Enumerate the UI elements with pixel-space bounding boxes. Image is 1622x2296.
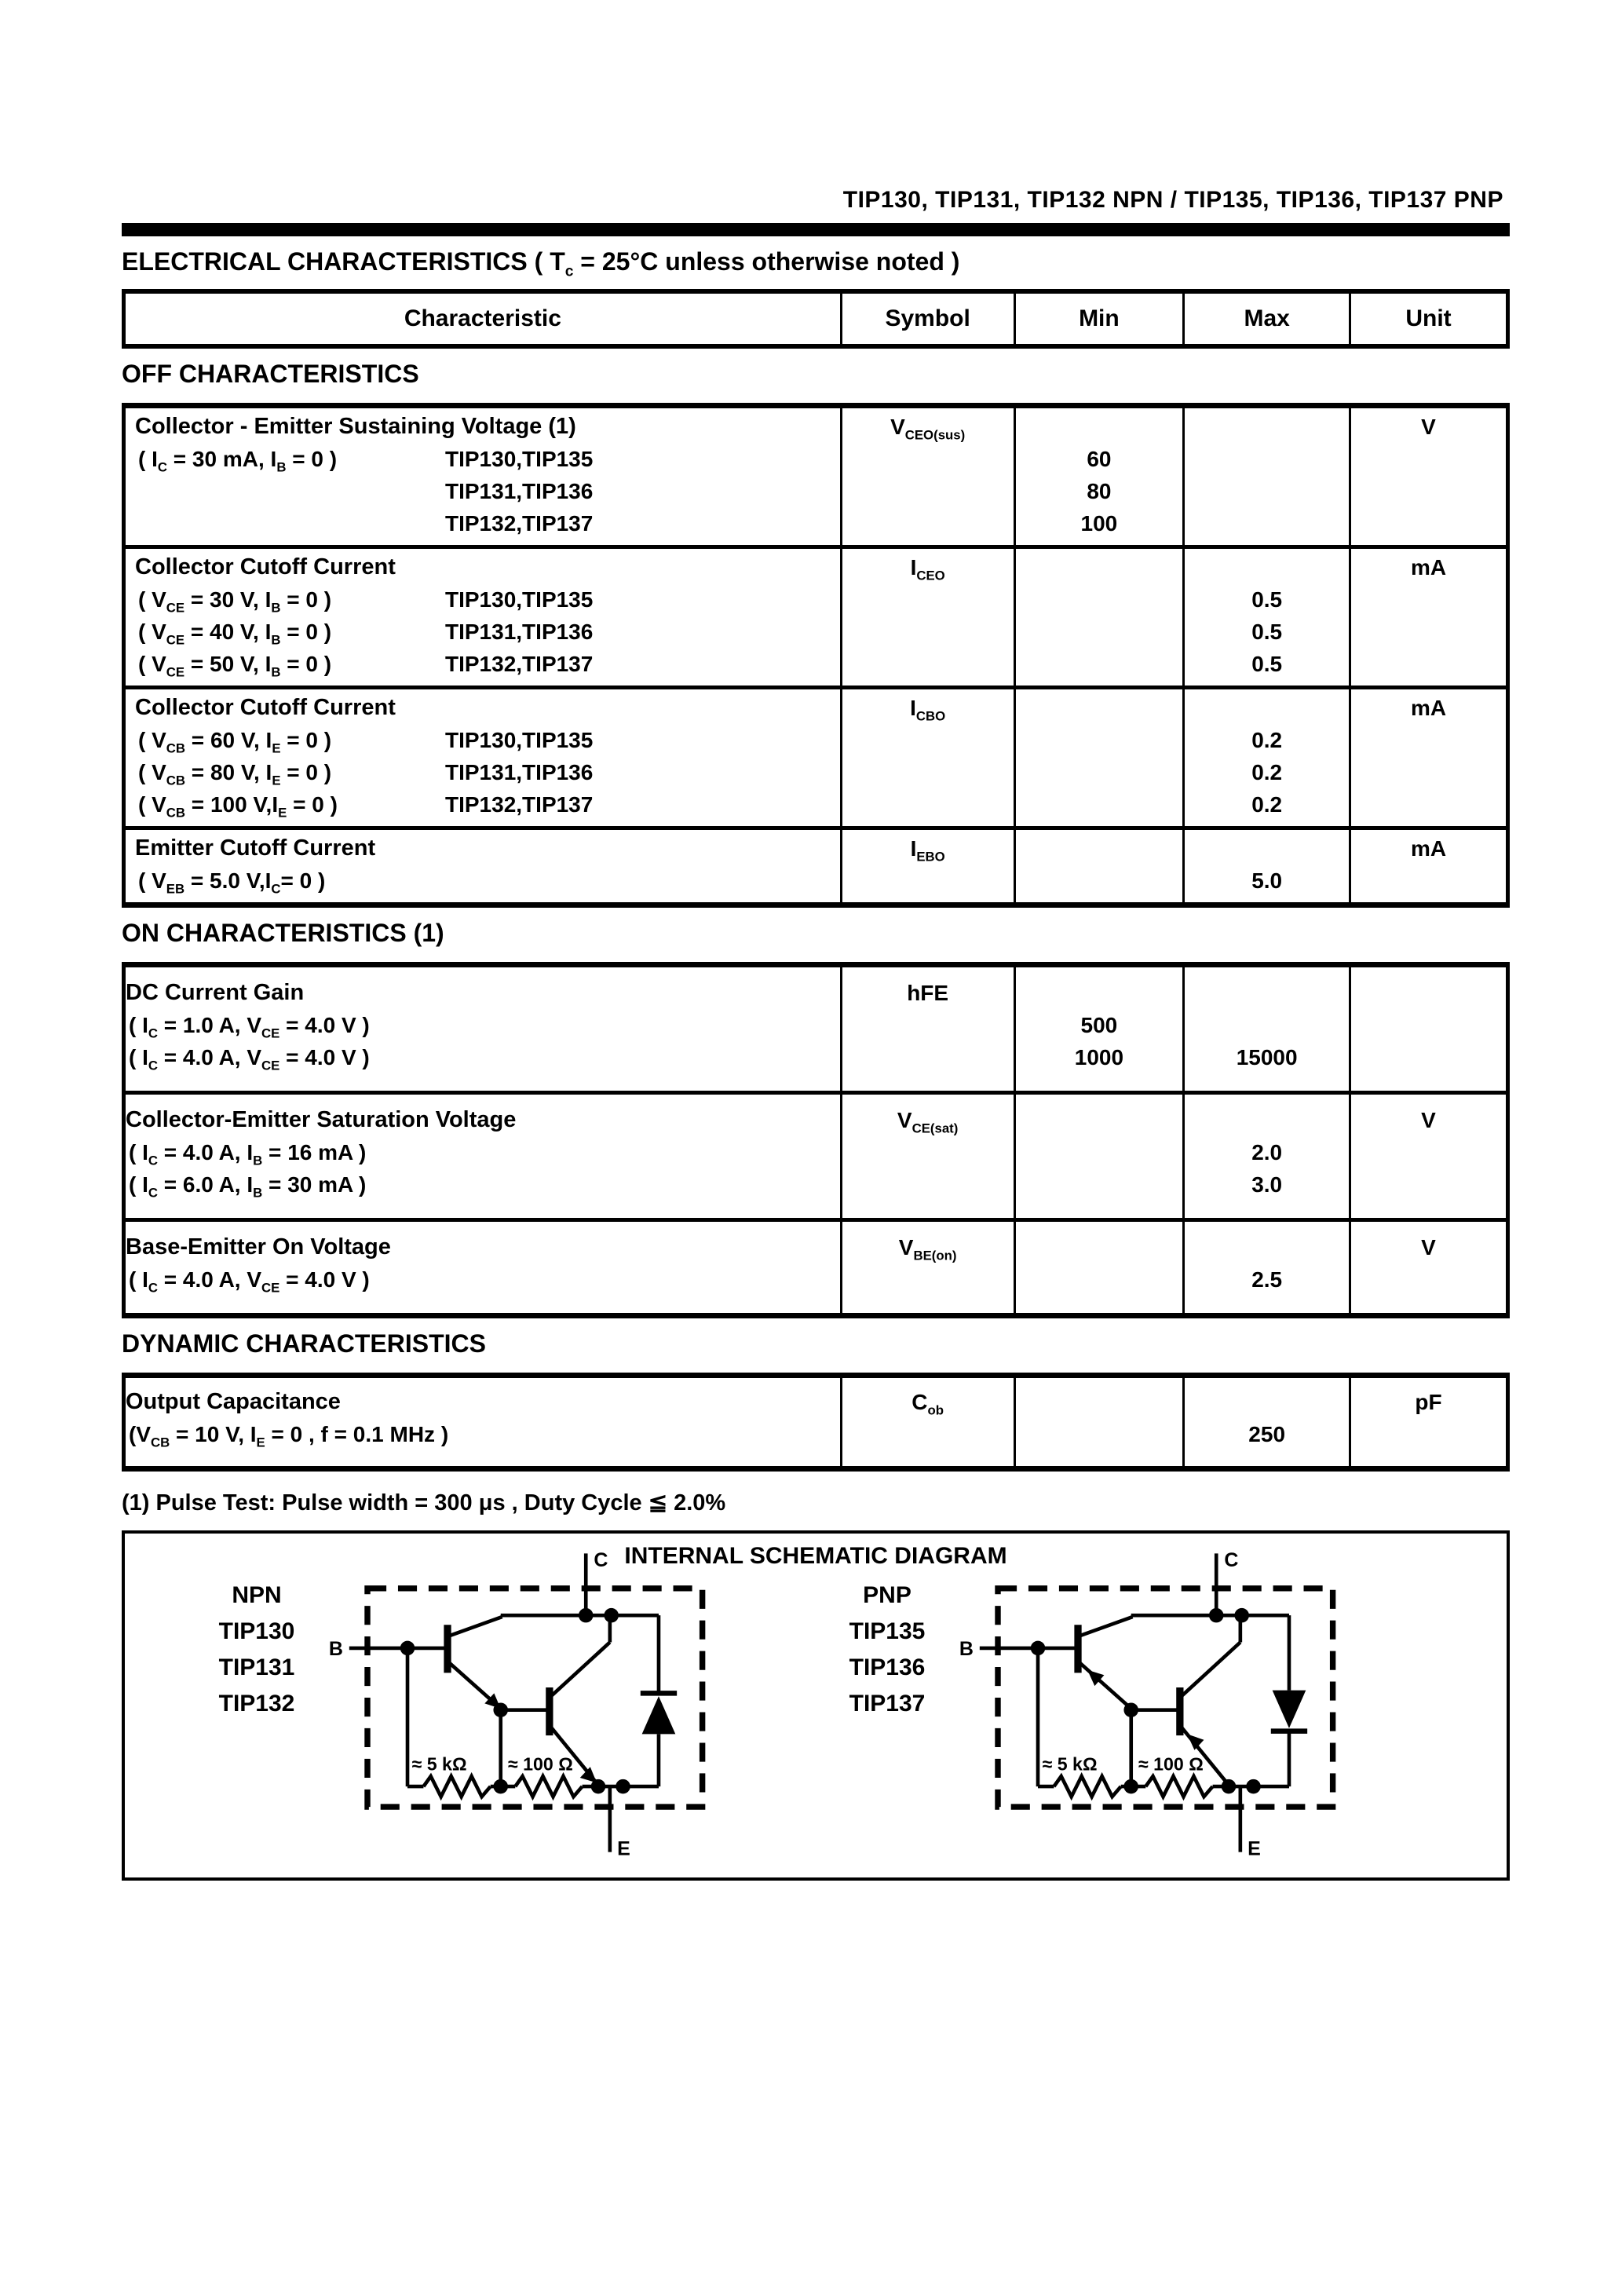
characteristic-line — [126, 1041, 840, 1073]
unit-cell — [1349, 967, 1506, 1091]
symbol-text: hFE — [907, 981, 949, 1005]
min-value — [1016, 1136, 1183, 1168]
transistor-symbol — [1078, 1617, 1133, 1709]
characteristics-table — [122, 403, 1510, 908]
max-value: 0.5 — [1251, 587, 1283, 612]
symbol-text: $V_{BE(on)}$ — [898, 1235, 957, 1263]
characteristic-line — [135, 865, 840, 897]
characteristic-cell — [126, 1378, 840, 1466]
unit-cell — [1349, 689, 1506, 826]
characteristic-row — [126, 408, 1506, 545]
section-heading: OFF CHARACTERISTICS — [122, 360, 419, 388]
max-cell — [1182, 408, 1349, 545]
condition-text: ($V_{CB} = 10$ V, $I_E = 0$ , f = 0.1 MHz ) — [129, 1422, 449, 1450]
characteristics-sections — [122, 360, 1510, 1472]
unit-cell — [1349, 1095, 1506, 1218]
npn-device-labels — [186, 1578, 327, 1722]
max-value: 0.2 — [1251, 792, 1283, 817]
internal-schematic-box — [122, 1530, 1510, 1881]
column-header-max: Max — [1182, 294, 1349, 344]
row-title: Base-Emitter On Voltage — [126, 1234, 391, 1260]
row-title: Collector - Emitter Sustaining Voltage (1) — [135, 414, 576, 439]
characteristic-line — [126, 1009, 840, 1041]
value-spacer — [1016, 1386, 1183, 1418]
max-value: 5.0 — [1251, 868, 1283, 893]
max-value: 2.0 — [1251, 1140, 1283, 1164]
value-spacer — [1185, 551, 1349, 583]
max-value: 0.2 — [1251, 760, 1283, 784]
row-title: Output Capacitance — [126, 1389, 341, 1414]
resistor-symbol — [1054, 1776, 1120, 1797]
symbol-cell — [840, 408, 1014, 545]
value-spacer — [1016, 977, 1183, 1009]
schematic-body — [125, 1546, 1507, 1888]
max-value — [1185, 1009, 1349, 1041]
max-value — [1185, 507, 1349, 539]
characteristic-row — [126, 1218, 1506, 1313]
characteristic-cell — [126, 1095, 840, 1218]
npn-circuit-svg — [327, 1546, 779, 1888]
value-spacer — [1016, 692, 1183, 724]
value-spacer — [1185, 832, 1349, 865]
characteristic-row — [126, 826, 1506, 902]
unit-text: V — [1421, 1235, 1436, 1260]
unit-cell — [1349, 1222, 1506, 1313]
value-spacer — [1016, 411, 1183, 443]
max-cell — [1182, 1378, 1349, 1466]
max-value: 15000 — [1236, 1045, 1298, 1069]
unit-text: mA — [1410, 555, 1447, 579]
column-header-characteristic: Characteristic — [404, 305, 561, 331]
min-value — [1016, 1168, 1183, 1201]
section-heading: ON CHARACTERISTICS (1) — [122, 919, 444, 947]
unit-text: mA — [1410, 696, 1447, 720]
min-cell — [1014, 549, 1183, 686]
pnp-device: TIP136 — [849, 1654, 926, 1680]
row-title: Collector-Emitter Saturation Voltage — [126, 1107, 517, 1132]
npn-emitter-label: E — [617, 1837, 630, 1860]
characteristic-cell — [126, 830, 840, 902]
characteristic-row — [126, 1091, 1506, 1218]
characteristic-line — [135, 648, 840, 680]
table-column-header — [122, 289, 1510, 349]
electrical-characteristics-title: ELECTRICAL CHARACTERISTICS ( $T_c = 25^\circ C$ unless otherwise noted ) — [122, 247, 960, 280]
page-content — [122, 0, 1510, 1881]
characteristic-cell — [126, 1222, 840, 1313]
npn-resistor1-label: ≈ 5 kΩ — [411, 1753, 467, 1775]
symbol-text: $I_{CBO}$ — [910, 696, 946, 724]
max-cell — [1182, 1095, 1349, 1218]
pulse-test-footnote: (1) Pulse Test: Pulse width = 300 μs , Duty Cycle ≦ 2.0% — [122, 1490, 726, 1515]
characteristic-line — [135, 507, 840, 539]
device-variants: TIP132,TIP137 — [445, 511, 594, 536]
unit-text: V — [1421, 415, 1436, 439]
npn-device: TIP132 — [218, 1691, 295, 1717]
unit-cell — [1349, 830, 1506, 902]
min-value: 80 — [1087, 479, 1112, 503]
value-spacer — [1016, 1231, 1183, 1263]
value-spacer — [1016, 832, 1183, 865]
min-value — [1016, 724, 1183, 756]
symbol-cell — [840, 830, 1014, 902]
value-spacer — [1185, 1386, 1349, 1418]
max-value: 3.0 — [1251, 1172, 1283, 1197]
condition-text: ( $V_{CB} = 80$ V, $I_E = 0$ ) — [138, 760, 332, 788]
min-value — [1016, 616, 1183, 648]
max-value: 2.5 — [1251, 1267, 1283, 1292]
condition-text: ( $I_C = 1.0$ A, $V_{CE} = 4.0$ V ) — [129, 1013, 370, 1041]
value-spacer — [1185, 411, 1349, 443]
value-spacer — [1185, 1104, 1349, 1136]
condition-text: ( $V_{CE} = 40$ V, $I_B = 0$ ) — [138, 620, 332, 648]
npn-base-label: B — [328, 1638, 343, 1661]
min-value — [1016, 1263, 1183, 1296]
min-value — [1016, 648, 1183, 680]
pnp-type-label: PNP — [863, 1582, 911, 1608]
characteristic-line — [135, 724, 840, 756]
value-spacer — [1185, 1231, 1349, 1263]
symbol-cell — [840, 1095, 1014, 1218]
device-variants: TIP130,TIP135 — [445, 587, 594, 612]
column-header-min: Min — [1014, 294, 1183, 344]
pnp-base-label: B — [959, 1638, 974, 1661]
unit-text: V — [1421, 1108, 1436, 1132]
characteristic-line — [135, 756, 840, 788]
characteristic-cell — [126, 967, 840, 1091]
min-cell — [1014, 408, 1183, 545]
symbol-text: $V_{CEO(sus)}$ — [890, 415, 966, 443]
row-title: DC Current Gain — [126, 980, 305, 1005]
device-variants: TIP130,TIP135 — [445, 447, 594, 471]
device-variants: TIP132,TIP137 — [445, 652, 594, 676]
characteristic-cell — [126, 549, 840, 686]
characteristic-row — [126, 967, 1506, 1091]
unit-text: pF — [1415, 1390, 1442, 1414]
min-value — [1016, 756, 1183, 788]
npn-collector-label: C — [594, 1549, 608, 1572]
pnp-circuit-svg — [958, 1546, 1409, 1888]
unit-cell — [1349, 408, 1506, 545]
characteristic-cell — [126, 408, 840, 545]
characteristic-line — [135, 616, 840, 648]
max-cell — [1182, 549, 1349, 686]
device-variants: TIP130,TIP135 — [445, 728, 594, 752]
row-title: Emitter Cutoff Current — [135, 835, 376, 861]
pnp-collector-label: C — [1224, 1549, 1239, 1572]
value-spacer — [1016, 551, 1183, 583]
characteristic-line — [126, 1136, 840, 1168]
max-cell — [1182, 830, 1349, 902]
symbol-cell — [840, 1222, 1014, 1313]
unit-text — [1351, 977, 1506, 1009]
characteristic-row — [126, 1378, 1506, 1466]
value-spacer — [1185, 692, 1349, 724]
min-value — [1016, 788, 1183, 821]
resistor-symbol — [423, 1776, 490, 1797]
diode-symbol — [642, 1696, 676, 1734]
characteristic-line — [126, 1168, 840, 1201]
diode-symbol — [1273, 1691, 1306, 1728]
condition-text: ( $I_C = 4.0$ A, $I_B = 16$ mA ) — [129, 1140, 367, 1168]
min-cell — [1014, 830, 1183, 902]
characteristic-line — [126, 1263, 840, 1296]
max-value: 0.2 — [1251, 728, 1283, 752]
min-cell — [1014, 689, 1183, 826]
pnp-resistor2-label: ≈ 100 Ω — [1138, 1753, 1204, 1775]
header-divider-bar — [122, 223, 1510, 236]
condition-text: ( $I_C = 4.0$ A, $V_{CE} = 4.0$ V ) — [129, 1267, 370, 1296]
row-title: Collector Cutoff Current — [135, 554, 396, 579]
symbol-text: $I_{EBO}$ — [910, 836, 945, 865]
npn-device: TIP130 — [218, 1618, 295, 1644]
characteristic-row — [126, 545, 1506, 686]
symbol-text: $V_{CE(sat)}$ — [897, 1108, 959, 1136]
condition-text: ( $V_{CB} = 100$ $V,I_E = 0$ ) — [138, 792, 338, 821]
min-cell — [1014, 967, 1183, 1091]
pnp-schematic-group — [816, 1546, 1409, 1888]
condition-text: ( $V_{EB} = 5.0$ $V,I_C= 0$ ) — [138, 868, 326, 897]
pnp-resistor1-label: ≈ 5 kΩ — [1042, 1753, 1098, 1775]
resistor-symbol — [515, 1776, 582, 1797]
section-heading: DYNAMIC CHARACTERISTICS — [122, 1329, 486, 1358]
condition-text: ( $I_C = 30$ mA, $I_B = 0$ ) — [138, 447, 338, 475]
min-value: 60 — [1087, 447, 1112, 471]
min-value — [1016, 865, 1183, 897]
pnp-device: TIP137 — [849, 1691, 926, 1717]
resistor-symbol — [1145, 1776, 1212, 1797]
characteristic-line — [135, 583, 840, 616]
npn-schematic-group — [186, 1546, 779, 1888]
npn-resistor2-label: ≈ 100 Ω — [508, 1753, 573, 1775]
max-value: 0.5 — [1251, 620, 1283, 644]
symbol-cell — [840, 967, 1014, 1091]
column-header-unit: Unit — [1349, 294, 1506, 344]
condition-text: ( $I_C = 6.0$ A, $I_B = 30$ mA ) — [129, 1172, 367, 1201]
max-cell — [1182, 967, 1349, 1091]
value-spacer — [1185, 977, 1349, 1009]
min-value: 500 — [1080, 1013, 1118, 1037]
symbol-cell — [840, 1378, 1014, 1466]
characteristic-line — [135, 788, 840, 821]
doc-title: TIP130, TIP131, TIP132 NPN / TIP135, TIP136, TIP137 PNP — [842, 187, 1503, 213]
min-value — [1016, 583, 1183, 616]
emitter-arrow-icon — [1187, 1734, 1204, 1749]
unit-cell — [1349, 1378, 1506, 1466]
max-value — [1185, 443, 1349, 475]
min-cell — [1014, 1095, 1183, 1218]
condition-text: ( $V_{CE} = 30$ V, $I_B = 0$ ) — [138, 587, 332, 616]
pnp-device-labels — [816, 1578, 958, 1722]
device-variants: TIP132,TIP137 — [445, 792, 594, 817]
condition-text: ( $V_{CE} = 50$ V, $I_B = 0$ ) — [138, 652, 332, 680]
symbol-text: $C_{ob}$ — [911, 1390, 944, 1418]
condition-text: ( $I_C = 4.0$ A, $V_{CE} = 4.0$ V ) — [129, 1045, 370, 1073]
unit-text: mA — [1410, 836, 1447, 861]
max-value: 0.5 — [1251, 652, 1283, 676]
device-variants: TIP131,TIP136 — [445, 620, 594, 644]
min-value: 1000 — [1074, 1045, 1124, 1069]
row-title: Collector Cutoff Current — [135, 695, 396, 720]
max-value — [1185, 475, 1349, 507]
characteristics-table — [122, 1373, 1510, 1472]
unit-cell — [1349, 549, 1506, 686]
min-value — [1016, 1418, 1183, 1450]
max-cell — [1182, 1222, 1349, 1313]
condition-text: ( $V_{CB} = 60$ V, $I_E = 0$ ) — [138, 728, 332, 756]
max-cell — [1182, 689, 1349, 826]
schematic-title: INTERNAL SCHEMATIC DIAGRAM — [624, 1543, 1007, 1569]
min-value: 100 — [1080, 511, 1118, 536]
symbol-cell — [840, 549, 1014, 686]
characteristic-row — [126, 686, 1506, 826]
pnp-device: TIP135 — [849, 1618, 926, 1644]
pnp-emitter-label: E — [1248, 1837, 1261, 1860]
min-cell — [1014, 1378, 1183, 1466]
characteristic-line — [126, 1418, 840, 1450]
npn-type-label: NPN — [232, 1582, 282, 1608]
characteristic-line — [135, 475, 840, 507]
device-variants: TIP131,TIP136 — [445, 760, 594, 784]
symbol-cell — [840, 689, 1014, 826]
column-header-symbol: Symbol — [840, 294, 1014, 344]
characteristics-table — [122, 962, 1510, 1318]
characteristic-line — [135, 443, 840, 475]
min-cell — [1014, 1222, 1183, 1313]
symbol-text: $I_{CEO}$ — [910, 555, 945, 583]
npn-device: TIP131 — [218, 1654, 295, 1680]
max-value: 250 — [1248, 1422, 1286, 1446]
value-spacer — [1016, 1104, 1183, 1136]
device-variants: TIP131,TIP136 — [445, 479, 594, 503]
characteristic-cell — [126, 689, 840, 826]
